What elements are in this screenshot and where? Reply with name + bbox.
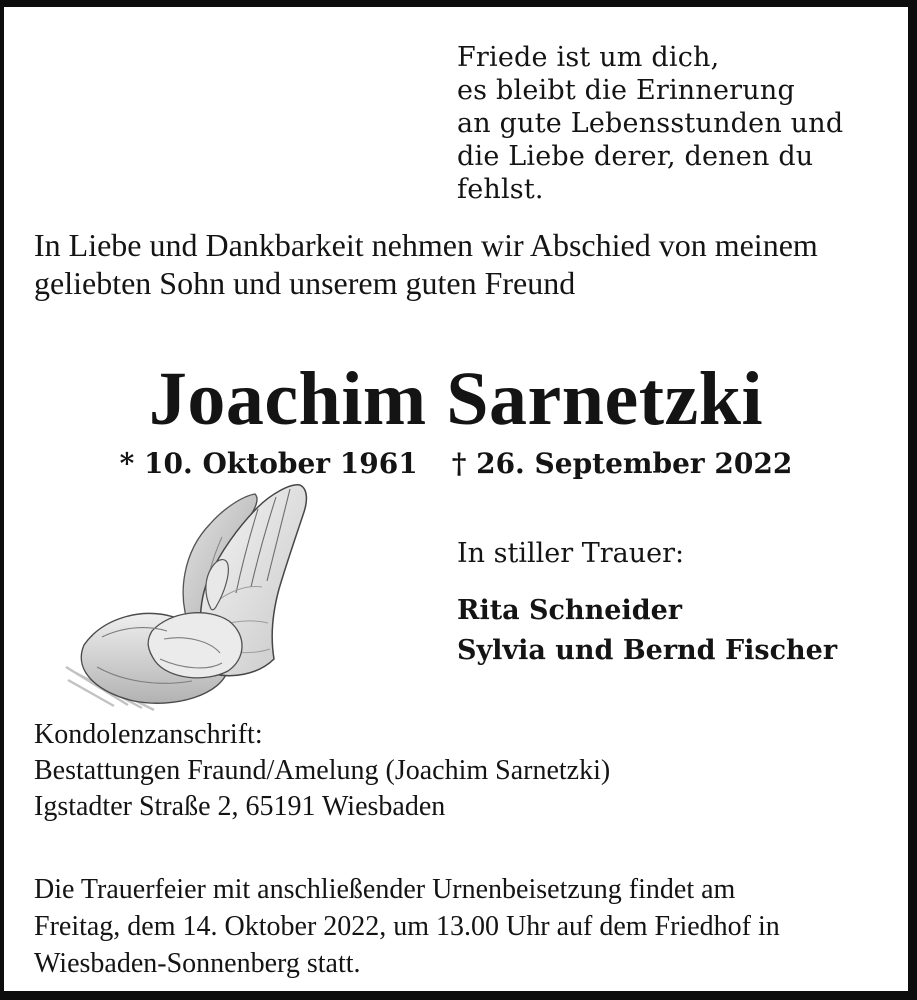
praying-hands-image bbox=[62, 477, 404, 711]
mourner-name: Rita Schneider bbox=[457, 595, 682, 626]
funeral-line: Freitag, dem 14. Oktober 2022, um 13.00 Uhr auf dem Friedhof in bbox=[34, 911, 780, 942]
intro-text bbox=[34, 226, 818, 302]
deceased-name: Joachim Sarnetzki bbox=[148, 357, 764, 441]
condolence-heading: Kondolenzanschrift: bbox=[34, 719, 263, 750]
epigraph bbox=[457, 41, 908, 206]
condolence-address bbox=[34, 717, 610, 825]
mourners-heading: In stiller Trauer: bbox=[457, 538, 685, 569]
funeral-line: Die Trauerfeier mit anschließender Urnenbeisetzung findet am bbox=[34, 874, 736, 905]
life-dates bbox=[4, 447, 908, 481]
epigraph-line: die Liebe derer, denen du fehlst. bbox=[457, 141, 814, 205]
condolence-line: Igstadter Straße 2, 65191 Wiesbaden bbox=[34, 791, 446, 822]
funeral-announcement bbox=[34, 871, 780, 982]
epigraph-line: es bleibt die Erinnerung bbox=[457, 75, 795, 106]
epigraph-line: an gute Lebensstunden und bbox=[457, 108, 844, 139]
birth-date: * 10. Oktober 1961 bbox=[119, 447, 418, 480]
intro-line: In Liebe und Dankbarkeit nehmen wir Abschied von meinem bbox=[34, 227, 818, 263]
funeral-line: Wiesbaden-Sonnenberg statt. bbox=[34, 948, 361, 979]
epigraph-line: Friede ist um dich, bbox=[457, 42, 720, 73]
mourners-list bbox=[457, 591, 837, 671]
praying-hands-icon bbox=[62, 477, 404, 711]
intro-line: geliebten Sohn und unserem guten Freund bbox=[34, 265, 576, 301]
death-date: † 26. September 2022 bbox=[451, 447, 793, 480]
condolence-line: Bestattungen Fraund/Amelung (Joachim Sarnetzki) bbox=[34, 755, 611, 786]
mourner-name: Sylvia und Bernd Fischer bbox=[457, 635, 838, 666]
